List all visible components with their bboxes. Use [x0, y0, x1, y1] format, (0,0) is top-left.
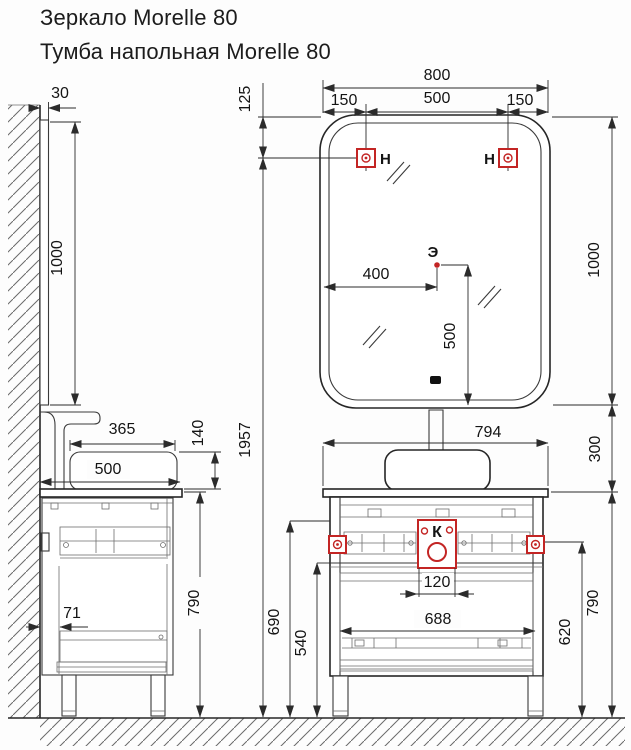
dim-label-total-height: 1957	[237, 422, 254, 458]
dim-label-mirror-width: 800	[423, 67, 451, 84]
dim-label-cabinet-height-front: 790	[585, 589, 602, 617]
dim-label-drain-cutout: 120	[423, 574, 451, 591]
dim-label-cabinet-height-side: 790	[186, 589, 203, 617]
dim-mirror-height-side	[49, 122, 81, 405]
dim-basin-height	[179, 420, 221, 489]
dim-label-mirror-to-counter: 300	[587, 435, 604, 463]
dim-top-to-mount	[237, 83, 321, 158]
dim-label-mount-spacing: 500	[423, 90, 451, 107]
countertop-front-view	[323, 489, 548, 497]
cabinet-side-view	[41, 498, 173, 716]
dim-label-mirror-depth: 30	[51, 85, 69, 102]
dim-basin-depth	[70, 421, 175, 451]
dim-label-floor-to-shelf: 540	[293, 629, 310, 657]
dim-label-floor-to-mount: 690	[266, 608, 283, 636]
dim-floor-to-shelf	[293, 563, 317, 717]
mirror-side-view	[40, 120, 49, 405]
mount-hole-right-icon	[499, 149, 517, 167]
dim-mount-offsets	[323, 90, 548, 112]
dim-floor-to-drain	[557, 542, 582, 717]
marker-label-drain: К	[432, 524, 442, 541]
dim-cabinet-height-front	[585, 492, 612, 717]
basin-front-view	[385, 450, 490, 491]
marker-label-mount-left: Н	[380, 151, 391, 168]
wall-section	[8, 105, 40, 718]
dim-label-floor-to-drain: 620	[557, 618, 574, 646]
dim-label-outlet-offset-x: 400	[362, 266, 390, 283]
dim-label-top-to-mount: 125	[237, 85, 254, 113]
cabinet-mount-left-icon	[329, 536, 346, 553]
dim-label-mirror-height-side: 1000	[49, 240, 66, 276]
touch-sensor-icon	[430, 376, 441, 384]
dim-label-counter-width: 794	[474, 424, 502, 441]
dim-label-back-clearance: 71	[63, 605, 81, 622]
dim-label-outlet-offset-y: 500	[442, 322, 459, 350]
faucet-front-view	[429, 410, 443, 451]
countertop-side-view	[40, 489, 182, 497]
drawing-title-cabinet: Тумба напольная Morelle 80	[40, 39, 331, 64]
dim-label-inner-width: 688	[424, 611, 452, 628]
dim-label-basin-depth: 365	[108, 421, 136, 438]
dim-mirror-to-counter	[551, 405, 618, 492]
marker-label-outlet: Э	[427, 244, 439, 261]
dim-label-mirror-height-front: 1000	[586, 242, 603, 278]
dim-label-mount-offset-left: 150	[330, 92, 358, 109]
dim-label-basin-height: 140	[190, 419, 207, 447]
dim-cabinet-height-side	[184, 492, 209, 717]
mount-hole-left-icon	[357, 149, 375, 167]
dim-floor-to-mount	[266, 521, 290, 717]
dim-label-mount-offset-right: 150	[506, 92, 534, 109]
dim-mirror-height-front	[552, 117, 618, 405]
drawing-title-mirror: Зеркало Morelle 80	[40, 5, 238, 30]
marker-label-mount-right: Н	[484, 151, 495, 168]
cabinet-mount-right-icon	[527, 536, 544, 553]
dim-label-cabinet-depth: 500	[94, 461, 122, 478]
dim-total-height	[237, 158, 263, 717]
floor-section	[8, 718, 625, 746]
